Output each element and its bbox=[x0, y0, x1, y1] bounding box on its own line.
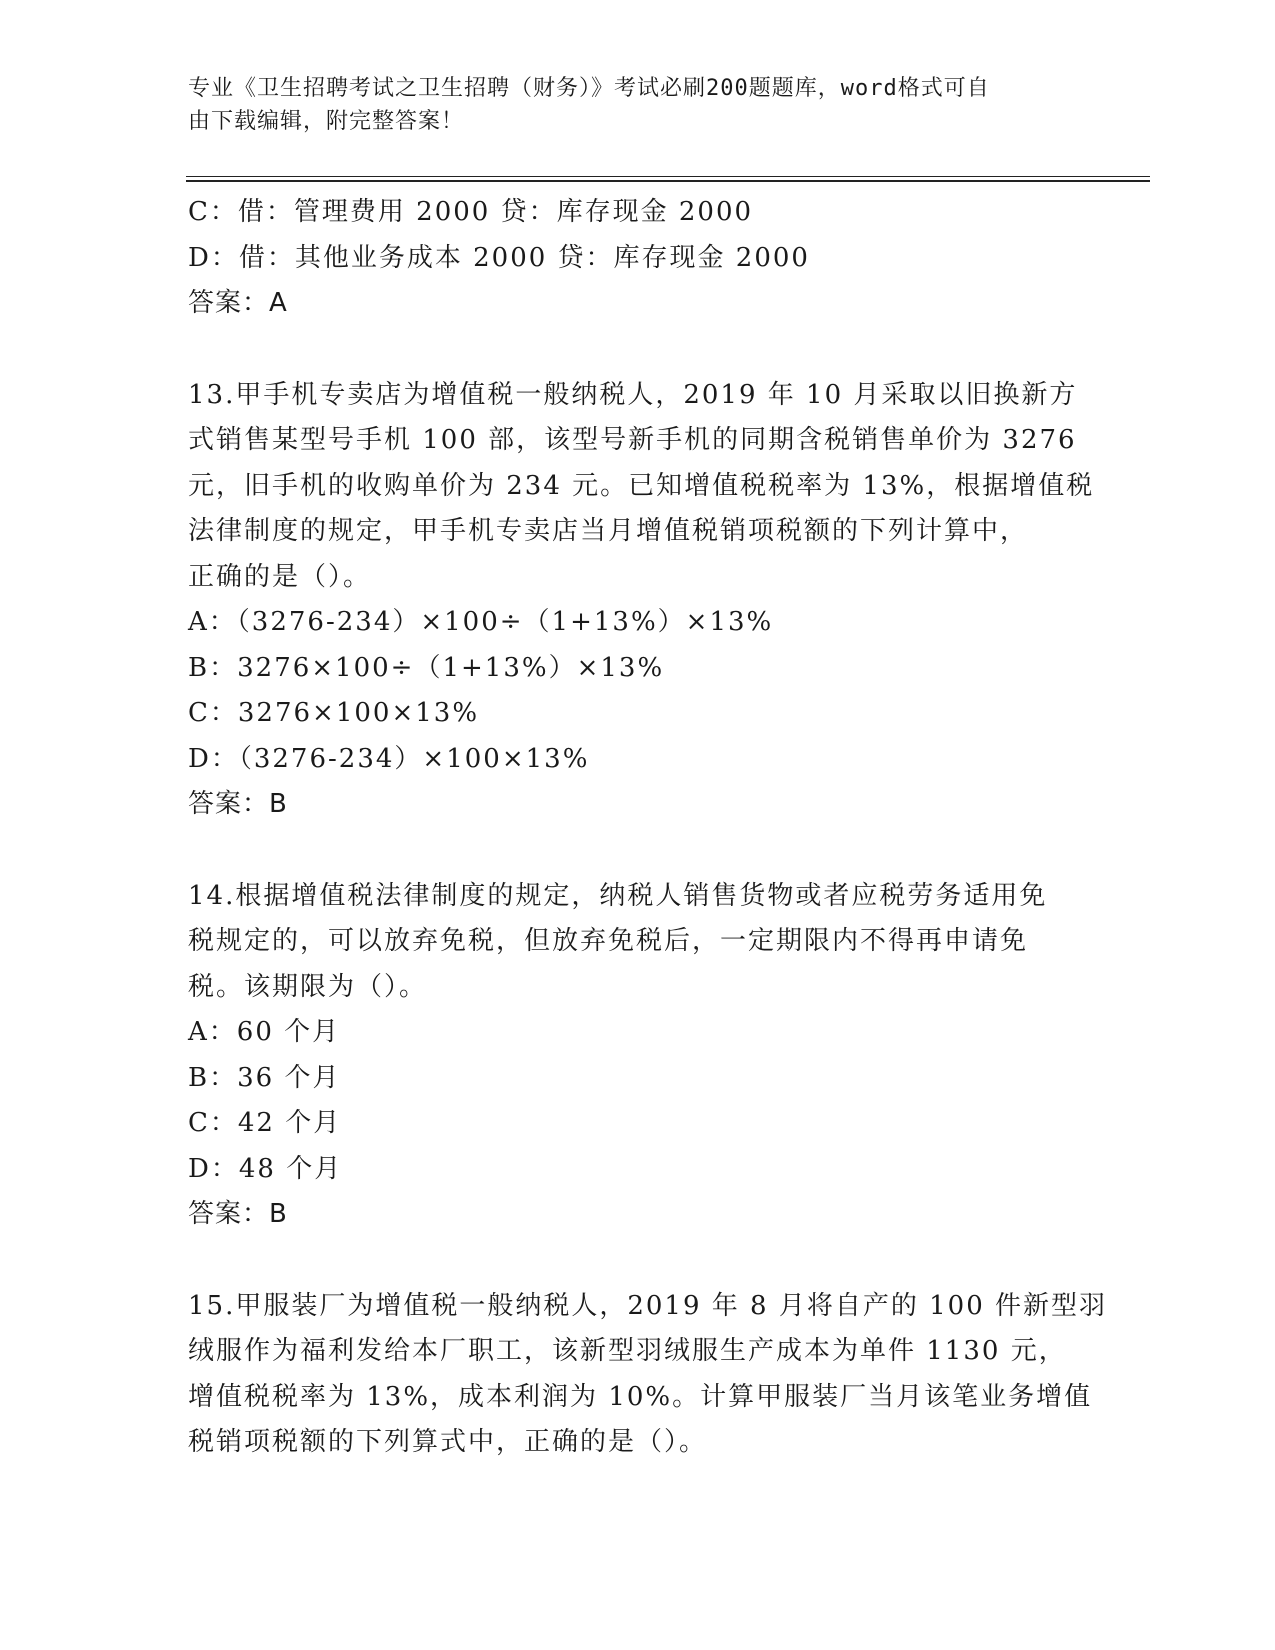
question-stem-line: 14.根据增值税法律制度的规定，纳税人销售货物或者应税劳务适用免 bbox=[188, 880, 1048, 911]
document-header bbox=[188, 72, 1068, 138]
question-stem-line: 税规定的，可以放弃免税，但放弃免税后，一定期限内不得再申请免 bbox=[188, 926, 1029, 956]
option-b: B：3276×100÷（1+13%）×13% bbox=[188, 652, 665, 683]
question-14 bbox=[188, 874, 1088, 1238]
question-12-tail bbox=[188, 190, 1088, 327]
question-stem-line: 式销售某型号手机 100 部，该型号新手机的同期含税销售单价为 3276 bbox=[188, 425, 1077, 455]
option-d: D：48 个月 bbox=[188, 1153, 343, 1184]
question-15 bbox=[188, 1284, 1108, 1466]
question-stem-line: 税。该期限为（）。 bbox=[188, 971, 428, 1002]
option-c: C：3276×100×13% bbox=[188, 698, 480, 728]
question-stem-line: 正确的是（）。 bbox=[188, 561, 372, 592]
option-c: C：42 个月 bbox=[188, 1108, 342, 1138]
question-stem-line: 15.甲服装厂为增值税一般纳税人，2019 年 8 月将自产的 100 件新型羽 bbox=[188, 1290, 1108, 1321]
option-c: C：借：管理费用 2000 贷：库存现金 2000 bbox=[188, 197, 754, 227]
header-divider bbox=[186, 176, 1150, 182]
header-line-2: 由下载编辑，附完整答案！ bbox=[188, 109, 465, 134]
question-stem-line: 法律制度的规定，甲手机专卖店当月增值税销项税额的下列计算中， bbox=[188, 516, 1029, 546]
question-stem-line: 税销项税额的下列算式中，正确的是（）。 bbox=[188, 1427, 708, 1457]
answer-label: 答案：B bbox=[188, 789, 288, 819]
option-a: A：60 个月 bbox=[188, 1017, 341, 1047]
option-d: D：借：其他业务成本 2000 贷：库存现金 2000 bbox=[188, 242, 810, 273]
question-13 bbox=[188, 373, 1095, 828]
question-stem-line: 13.甲手机专卖店为增值税一般纳税人，2019 年 10 月采取以旧换新方 bbox=[188, 379, 1078, 410]
question-stem-line: 元，旧手机的收购单价为 234 元。已知增值税税率为 13%，根据增值税 bbox=[188, 470, 1095, 501]
option-d: D：（3276-234）×100×13% bbox=[188, 743, 590, 774]
answer-label: 答案：B bbox=[188, 1199, 288, 1229]
header-line-1: 专业《卫生招聘考试之卫生招聘（财务）》考试必刷200题题库，word格式可自 bbox=[188, 76, 990, 101]
answer-label: 答案：A bbox=[188, 288, 288, 318]
option-b: B：36 个月 bbox=[188, 1062, 341, 1093]
question-stem-line: 增值税税率为 13%，成本利润为 10%。计算甲服装厂当月该笔业务增值 bbox=[188, 1381, 1093, 1412]
question-stem-line: 绒服作为福利发给本厂职工，该新型羽绒服生产成本为单件 1130 元， bbox=[188, 1336, 1067, 1366]
option-a: A：（3276-234）×100÷（1+13%）×13% bbox=[188, 607, 774, 637]
document-body bbox=[188, 190, 1108, 1466]
